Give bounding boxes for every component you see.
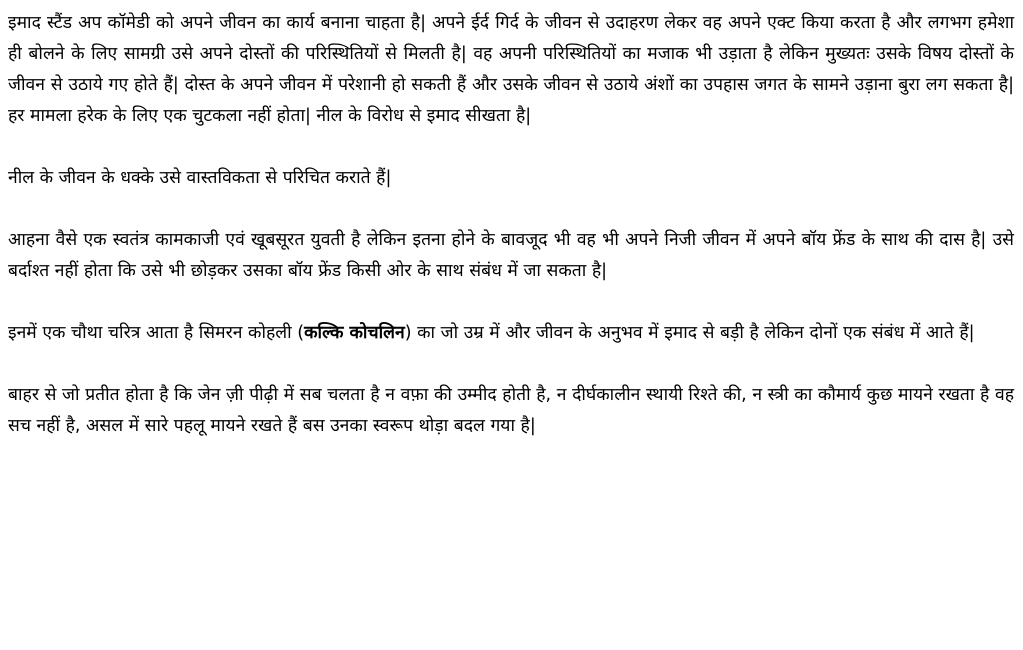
paragraph-neel: नील के जीवन के धक्के उसे वास्तविकता से परिचित कराते हैं| <box>8 168 392 188</box>
paragraph-simran-rest: ) का जो उम्र में और जीवन के अनुभव में इमाद से बड़ी है लेकिन दोनों एक संबंध में आते हैं| <box>404 323 975 343</box>
paragraph-gen-z: बाहर से जो प्रतीत होता है कि जेन ज़ी पीढ़ी में सब चलता है न वफ़ा की उम्मीद होती है, न दीर्घकालीन स्थायी रिश्ते की, न स्त्री का कौमार्य कुछ मायने रखता है वह सच नहीं है, असल में सारे पहलू मायने रखते हैं बस उनका स्वरूप थोड़ा बदल गया है| <box>8 385 1014 436</box>
paragraph-aahna: आहना वैसे एक स्वतंत्र कामकाजी एवं खूबसूरत युवती है लेकिन इतना होने के बावजूद भी वह भी अपने निजी जीवन में अपने बॉय फ्रेंड के साथ की दास है| उसे बर्दाश्त नहीं होता कि उसे भी छोड़कर उसका बॉय फ्रेंड किसी ओर के साथ संबंध में जा सकता है| <box>8 230 1014 281</box>
article-body <box>8 8 1014 442</box>
paragraph-simran-intro: इनमें एक चौथा चरित्र आता है सिमरन कोहली ( <box>8 323 305 343</box>
paragraph-simran <box>8 318 1014 349</box>
actor-name-bold: कल्कि कोचलिन <box>304 323 405 343</box>
paragraph-imad: इमाद स्टैंड अप कॉमेडी को अपने जीवन का कार्य बनाना चाहता है| अपने ईर्द गिर्द के जीवन से उदाहरण लेकर वह अपने एक्ट किया करता है और लगभग हमेशा ही बोलने के लिए सामग्री उसे अपने दोस्तों की परिस्थितियों से मिलती है| वह अपनी परिस्थितियों का मजाक भी उड़ाता है लेकिन मुख्यतः उसके विषय दोस्तों के जीवन से उठाये गए होते हैं| दोस्त के अपने जीवन में परेशानी हो सकती हैं और उसके जीवन से उठाये अंशों का उपहास जगत के सामने उड़ाना बुरा लग सकता है| हर मामला हरेक के लिए एक चुटकला नहीं होता| नील के विरोध से इमाद सीखता है| <box>8 13 1014 126</box>
